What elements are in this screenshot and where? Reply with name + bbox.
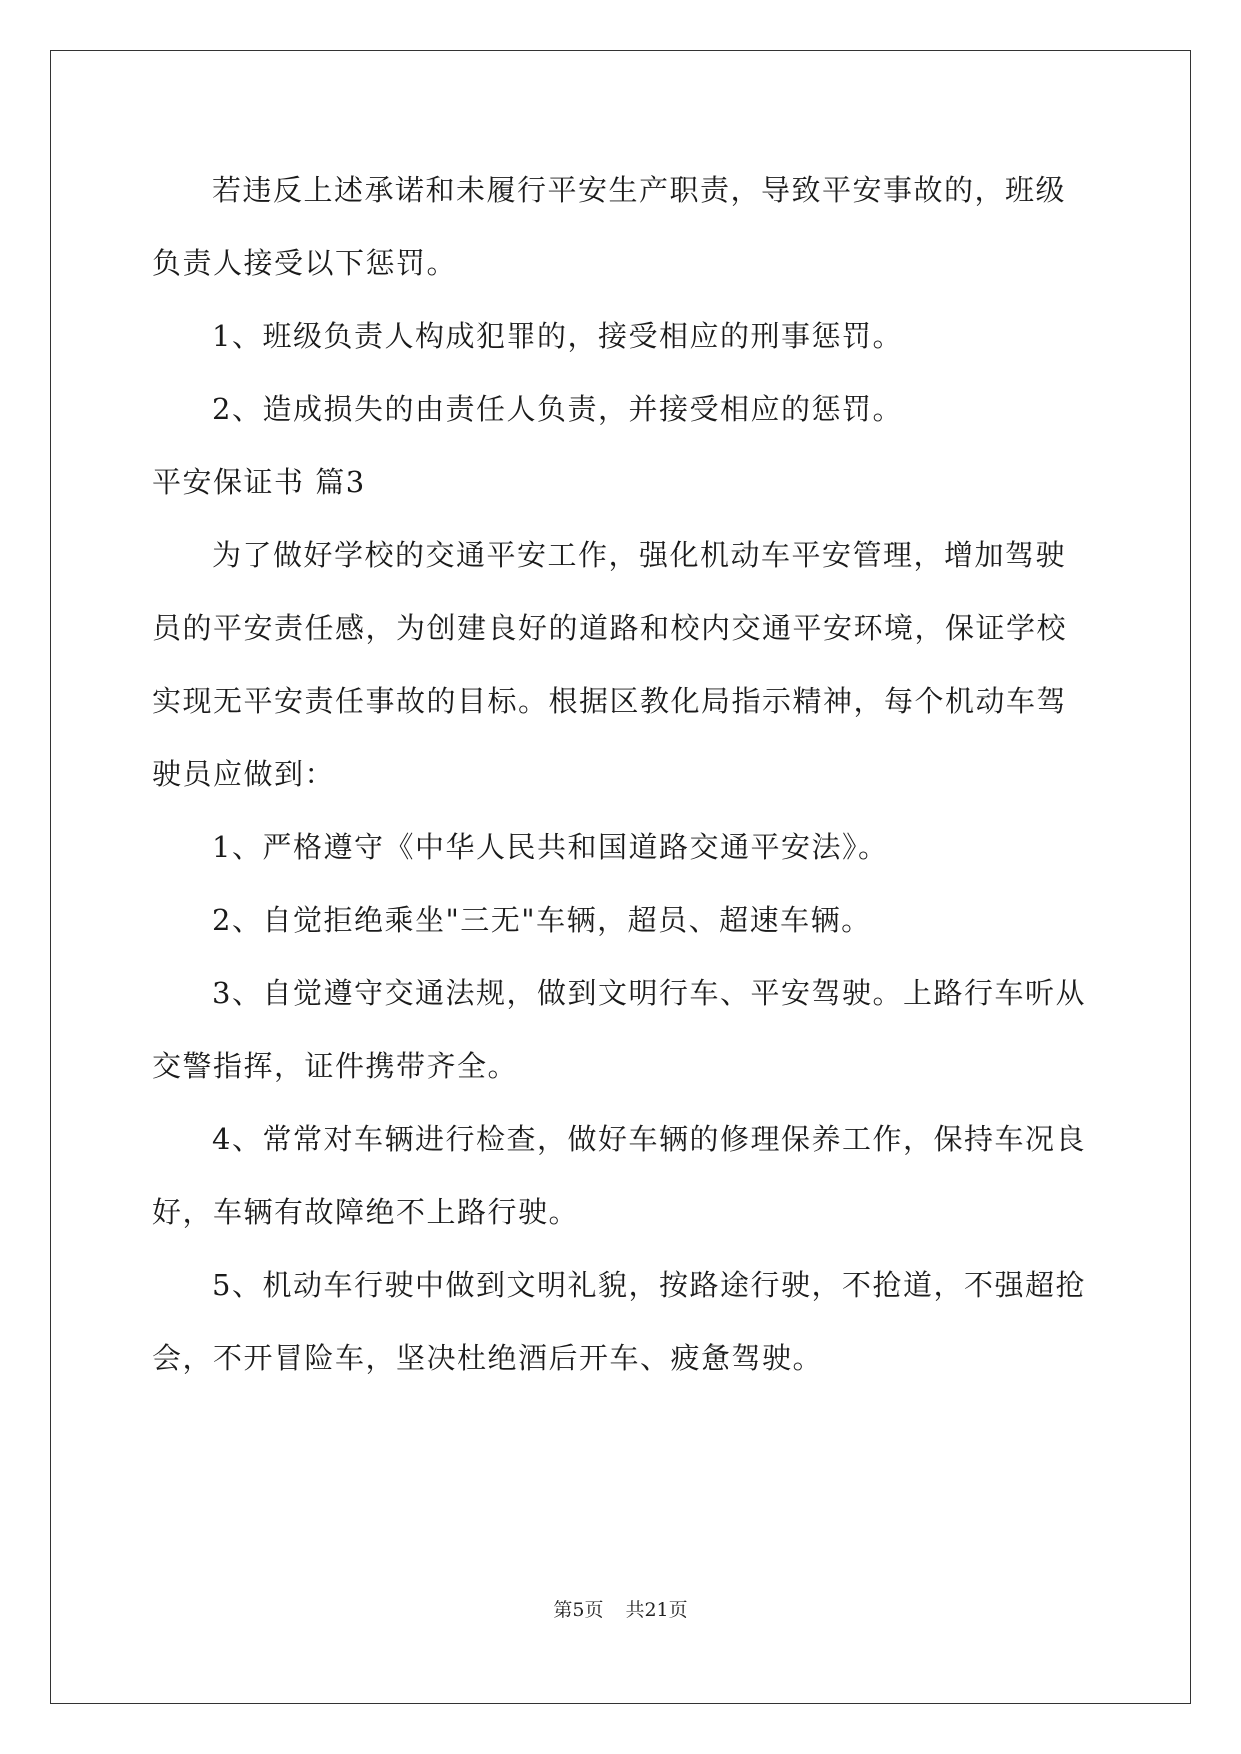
paragraph-line: 驶员应做到： (152, 757, 336, 791)
page-border (50, 50, 1191, 1704)
paragraph-line: 会，不开冒险车，坚决杜绝酒后开车、疲惫驾驶。 (152, 1341, 824, 1375)
paragraph-line: 2、造成损失的由责任人负责，并接受相应的惩罚。 (212, 392, 903, 426)
paragraph-line: 负责人接受以下惩罚。 (152, 246, 458, 280)
paragraph-line: 2、自觉拒绝乘坐"三无"车辆，超员、超速车辆。 (212, 903, 872, 937)
paragraph-line: 交警指挥，证件携带齐全。 (152, 1049, 519, 1083)
paragraph-line: 4、常常对车辆进行检查，做好车辆的修理保养工作，保持车况良 (212, 1122, 1086, 1156)
paragraph-line: 实现无平安责任事故的目标。根据区教化局指示精神，每个机动车驾 (152, 684, 1068, 718)
section-heading: 平安保证书 篇3 (152, 465, 366, 499)
paragraph-line: 好，车辆有故障绝不上路行驶。 (152, 1195, 580, 1229)
page-total: 共21页 (625, 1599, 688, 1621)
paragraph-line: 若违反上述承诺和未履行平安生产职责，导致平安事故的，班级 (212, 173, 1067, 207)
paragraph-line: 1、班级负责人构成犯罪的，接受相应的刑事惩罚。 (212, 319, 903, 353)
page-number: 第5页 (553, 1599, 604, 1621)
page-footer (0, 1598, 1241, 1622)
paragraph-line: 1、严格遵守《中华人民共和国道路交通平安法》。 (212, 830, 889, 864)
paragraph-line: 3、自觉遵守交通法规，做到文明行车、平安驾驶。上路行车听从 (212, 976, 1086, 1010)
paragraph-line: 员的平安责任感，为创建良好的道路和校内交通平安环境，保证学校 (152, 611, 1068, 645)
paragraph-line: 5、机动车行驶中做到文明礼貌，按路途行驶，不抢道，不强超抢 (212, 1268, 1086, 1302)
paragraph-line: 为了做好学校的交通平安工作，强化机动车平安管理，增加驾驶 (212, 538, 1067, 572)
